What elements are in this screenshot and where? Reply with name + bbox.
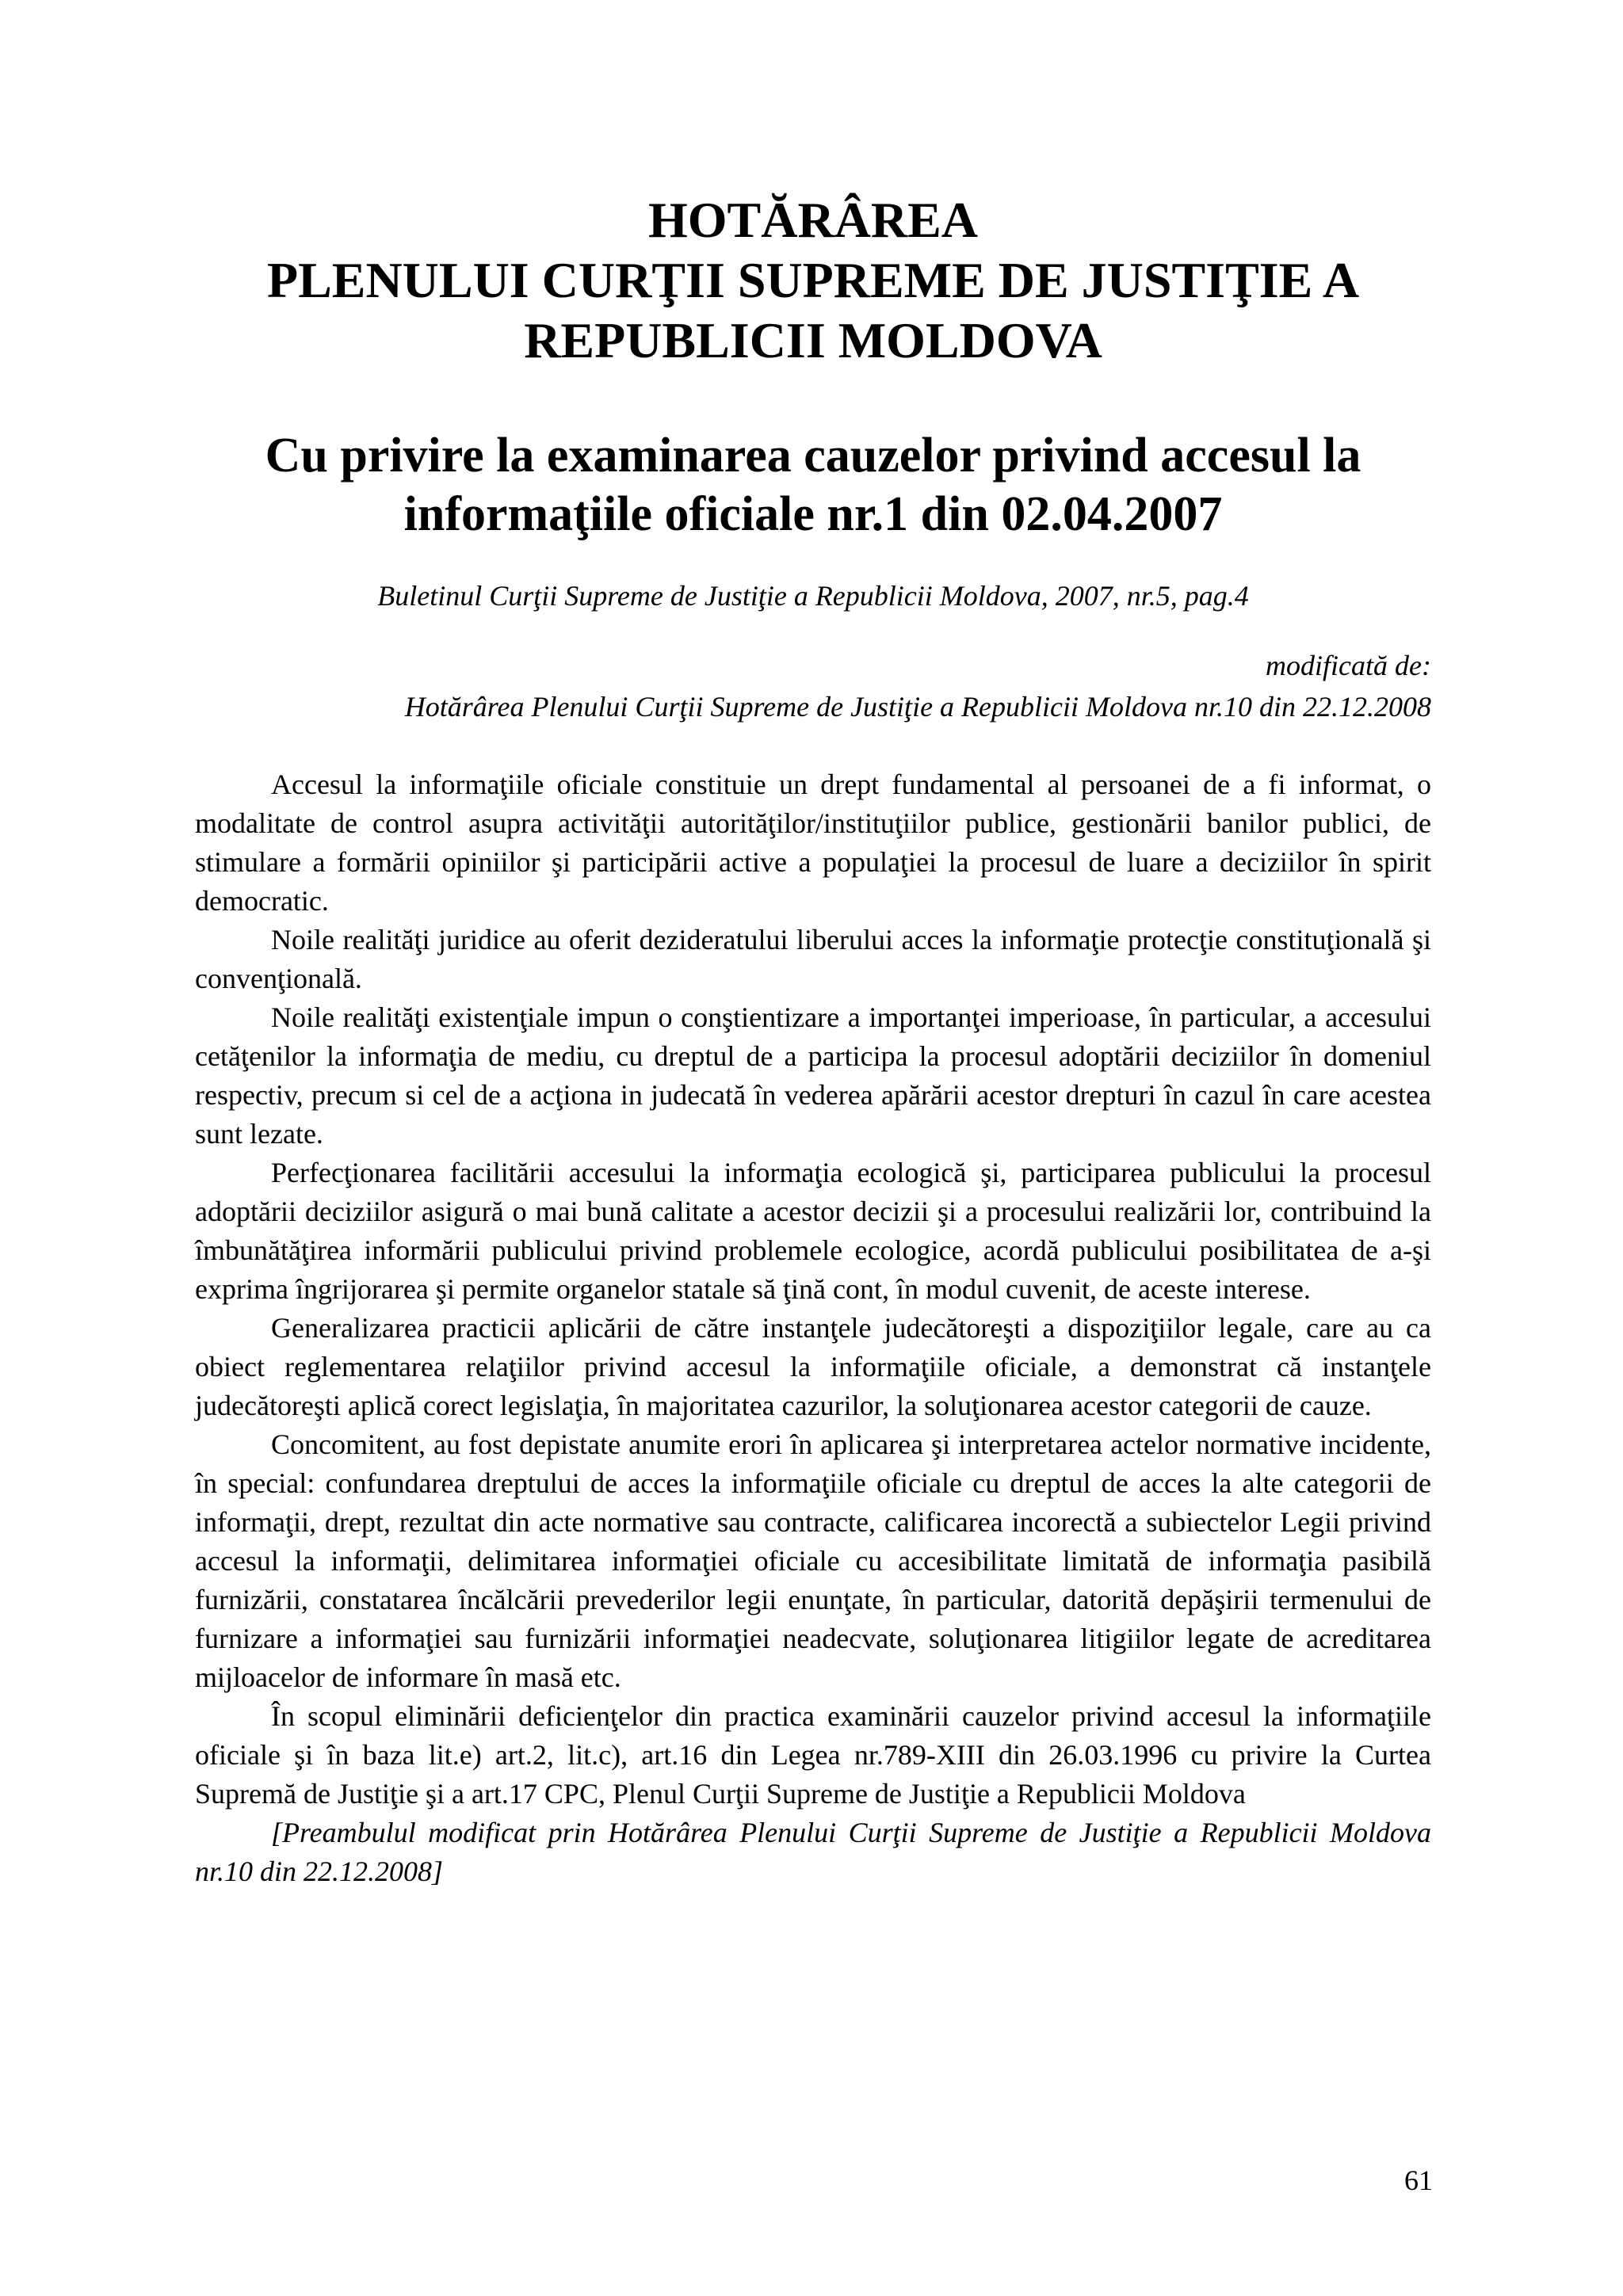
amendment-block (195, 648, 1431, 724)
preamble-note: [Preambulul modificat prin Hotărârea Plenului Curţii Supreme de Justiţie a Republicii Moldova nr.10 din 22.12.2008] (195, 1817, 1431, 1887)
document-subtitle (195, 426, 1431, 543)
title-line: PLENULUI CURŢII SUPREME DE JUSTIŢIE A (266, 252, 1360, 308)
body-paragraph: Perfecţionarea facilitării accesului la informaţia ecologică şi, participarea publicului la procesul adoptării deciziilor asigură o mai bună calitate a acestor decizii şi a procesului realizării lor, contribuind la îmbunătăţirea informării publicului privind problemele ecologice, acordă publicului posibilitatea de a-şi exprima îngrijorarea şi permite organelor statale să ţină cont, în modul cuvenit, de aceste interese. (195, 1157, 1431, 1305)
document-body (195, 765, 1431, 1891)
publication-source: Buletinul Curţii Supreme de Justiţie a Republicii Moldova, 2007, nr.5, pag.4 (377, 580, 1249, 612)
subtitle-line: informaţiile oficiale nr.1 din 02.04.2007 (403, 487, 1223, 541)
body-paragraph: Accesul la informaţiile oficiale constituie un drept fundamental al persoanei de a fi informat, o modalitate de control asupra activităţii autorităţilor/instituţiilor publice, gestionării banilor publici, de stimulare a formării opiniilor şi participării active a populaţiei la procesul de luare a deciziilor în spirit democratic. (195, 769, 1431, 917)
body-paragraph: Generalizarea practicii aplicării de către instanţele judecătoreşti a dispoziţiilor legale, care au ca obiect reglementarea relaţiilor privind accesul la informaţiile oficiale, a demonstrat că instanţele judecătoreşti aplică corect legislaţia, în majoritatea cazurilor, la soluţionarea acestor categorii de cauze. (195, 1312, 1431, 1421)
subtitle-line: Cu privire la examinarea cauzelor privind accesul la (265, 429, 1361, 482)
body-paragraph: În scopul eliminării deficienţelor din practica examinării cauzelor privind accesul la informaţiile oficiale şi în baza lit.e) art.2, lit.c), art.16 din Legea nr.789-XIII din 26.03.1996 cu privire la Curtea Supremă de Justiţie şi a art.17 CPC, Plenul Curţii Supreme de Justiţie a Republicii Moldova (195, 1700, 1431, 1810)
page-content (195, 190, 1431, 1891)
body-paragraph: Noile realităţi existenţiale impun o conştientizare a importanţei imperioase, în particular, a accesului cetăţenilor la informaţia de mediu, cu dreptul de a participa la procesul adoptării deciziilor în domeniul respectiv, precum si cel de a acţiona in judecată în vederea apărării acestor drepturi în cazul în care acestea sunt lezate. (195, 1001, 1431, 1150)
body-paragraph: Noile realităţi juridice au oferit dezideratului liberului acces la informaţie protecţie constituţională şi convenţională. (195, 924, 1431, 994)
page-number: 61 (1404, 2164, 1433, 2196)
amendment-reference: Hotărârea Plenului Curţii Supreme de Justiţie a Republicii Moldova nr.10 din 22.12.2008 (404, 691, 1431, 723)
document-title (195, 190, 1431, 371)
amendment-label: modificată de: (1266, 650, 1431, 681)
body-paragraph: Concomitent, au fost depistate anumite erori în aplicarea şi interpretarea actelor normative incidente, în special: confundarea dreptului de acces la informaţiile oficiale cu dreptul de acces la alte categorii de informaţii, drept, rezultat din acte normative sau contracte, calificarea incorectă a subiectelor Legii privind accesul la informaţii, delimitarea informaţiei oficiale cu accesibilitate limitată de informaţia pasibilă furnizării, constatarea încălcării prevederilor legii enunţate, în particular, datorită depăşirii termenului de furnizare a informaţiei sau furnizării informaţiei neadecvate, soluţionarea litigiilor legate de acreditarea mijloacelor de informare în masă etc. (195, 1428, 1431, 1693)
title-line: HOTĂRÂREA (647, 192, 979, 248)
title-line: REPUBLICII MOLDOVA (524, 312, 1102, 368)
